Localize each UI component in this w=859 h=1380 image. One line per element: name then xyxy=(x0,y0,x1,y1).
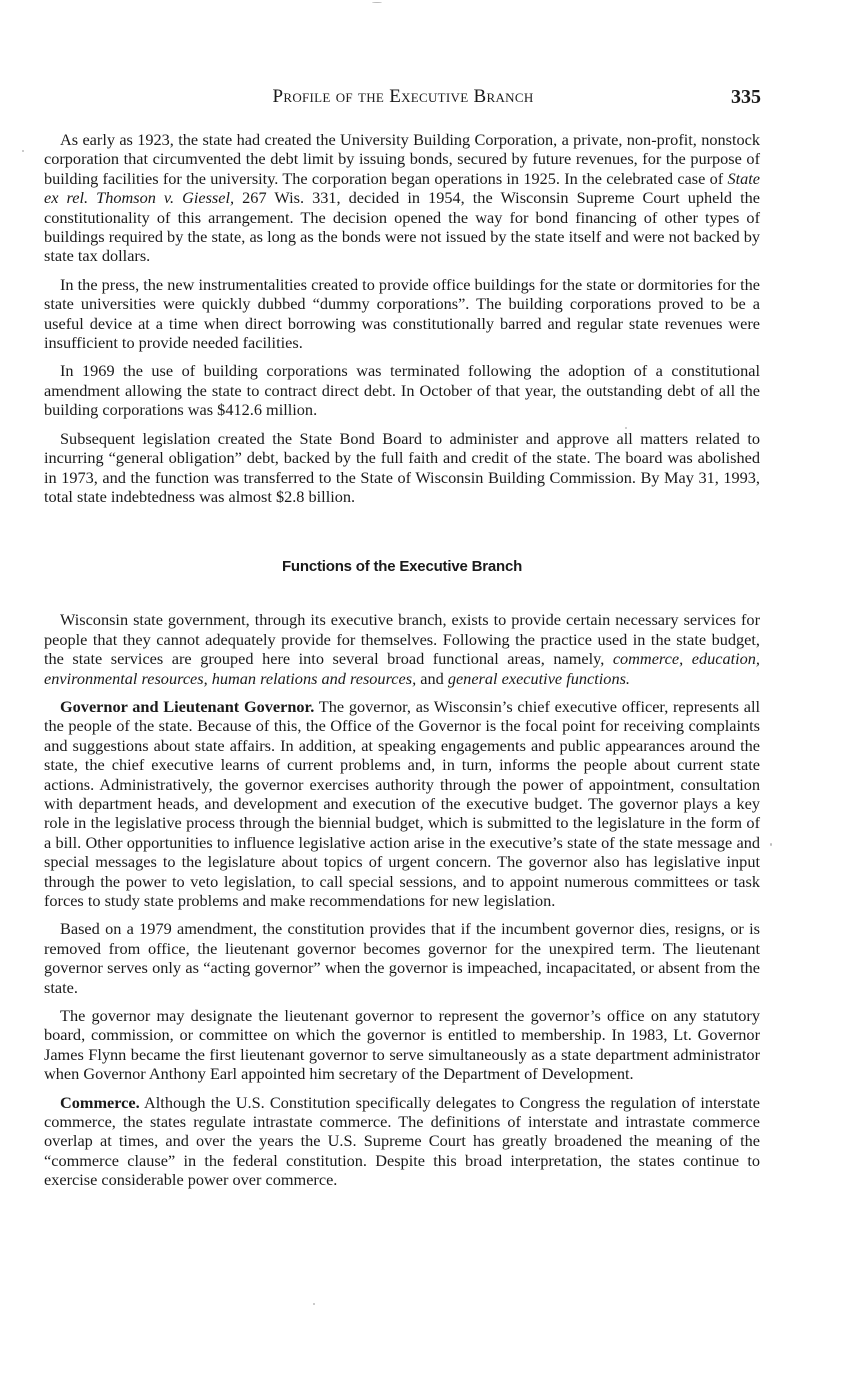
page-header xyxy=(45,86,761,112)
paragraph-1969-amendment: In 1969 the use of building corporations was terminated following the adoption of a constitutional amendment allowing the state to contract direct debt. In October of that year, the outstanding debt of all the building corporations was $412.6 million. xyxy=(44,361,760,420)
scan-speck xyxy=(313,1303,315,1305)
paragraph-text: As early as 1923, the state had created the University Building Corporation, a private, non-profit, nonstock corporation that circumvented the debt limit by issuing bonds, secured by future revenues, for the purpose of building facilities for the university. The corporation began operations in 1925. In the celebrated case of xyxy=(44,130,760,188)
paragraph-text: Wisconsin state government, through its executive branch, exists to provide certain necessary services for people that they cannot adequately provide for themselves. Following the practice used in the state budget, the state services are grouped here into several broad functional areas, namely, xyxy=(44,610,760,669)
paragraph-text: Although the U.S. Constitution specifically delegates to Congress the regulation of interstate commerce, the states regulate intrastate commerce. The definitions of interstate and intrastate commerce overlap at times, and over the years the U.S. Supreme Court has greatly broadened the meaning of the “commerce clause” in the federal constitution. Despite this broad interpretation, the states continue to exercise considerable power over commerce. xyxy=(44,1092,760,1190)
paragraph-text: and xyxy=(416,668,448,688)
case-citation: State ex rel. Thomson v. Giessel, xyxy=(44,168,760,208)
paragraph-lieutenant-governor: The governor may designate the lieutenant governor to represent the governor’s office on any statutory board, commission, or committee on which the governor is entitled to membership. In 1983, Lt. Governor James Flynn became the first lieutenant governor to serve simultaneously as a state department administrator when Governor Anthony Earl appointed him secretary of the Department of Development. xyxy=(44,1006,760,1084)
functional-areas: commerce, education, environmental resources, human relations and resources, xyxy=(44,649,760,688)
paragraph-governor xyxy=(44,697,760,910)
paragraph-functions-intro xyxy=(44,610,760,688)
paragraph-state-bond-board: Subsequent legislation created the State Bond Board to administer and approve all matters related to incurring “general obligation” debt, backed by the full faith and credit of the state. The board was abolished in 1973, and the function was transferred to the State of Wisconsin Building Commission. By May 31, 1993, total state indebtedness was almost $2.8 billion. xyxy=(44,428,760,506)
running-title: Profile of the Executive Branch xyxy=(272,86,534,107)
functional-area-last: general executive functions. xyxy=(447,668,630,688)
scan-speck xyxy=(625,427,627,429)
run-in-heading: Governor and Lieutenant Governor. xyxy=(60,696,315,716)
paragraph-text: The governor, as Wisconsin’s chief executive officer, represents all the people of the state. Because of this, the Office of the Governor is the focal point for receiving complaints and suggestions about state affairs. In addition, at speaking engagements and public appearances around the state, the chief executive learns of current problems and, in turn, informs the people about current state actions. Administratively, the governor exercises authority through the power of appointment, consultation with department heads, and development and execution of the executive budget. The governor plays a key role in the legislative process through the biennial budget, which is submitted to the legislature in the form of a bill. Other opportunities to influence legislative action arise in the executive’s state of the state message and special messages to the legislature about topics of urgent concern. The governor also has legislative input through the power to veto legislation, to call special sessions, and to appoint numerous committees or task forces to study state problems and make recommendations for new legislation. xyxy=(44,696,760,910)
scan-speck xyxy=(770,843,772,846)
page-number: 335 xyxy=(731,86,761,108)
scan-speck xyxy=(372,2,382,3)
run-in-heading: Commerce. xyxy=(60,1092,140,1112)
scan-speck xyxy=(22,150,24,152)
paragraph-university-building-corporation xyxy=(44,130,760,266)
paragraph-succession: Based on a 1979 amendment, the constitution provides that if the incumbent governor dies, resigns, or is removed from office, the lieutenant governor becomes governor for the unexpired term. The lieutenant governor serves only as “acting governor” when the governor is impeached, incapacitated, or absent from the state. xyxy=(44,919,760,997)
section-heading: Functions of the Executive Branch xyxy=(281,558,523,576)
paragraph-dummy-corporations: In the press, the new instrumentalities created to provide office buildings for the state or dormitories for the state universities were quickly dubbed “dummy corporations”. The building corporations proved to be a useful device at a time when direct borrowing was constitutionally barred and regular state revenues were insufficient to provide needed facilities. xyxy=(44,274,760,353)
paragraph-text: 267 Wis. 331, decided in 1954, the Wisconsin Supreme Court upheld the constitutionality of this arrangement. The decision opened the way for bond financing of other types of buildings required by the state, as long as the bonds were not issued by the state itself and were not backed by state tax dollars. xyxy=(44,188,760,266)
paragraph-commerce xyxy=(44,1093,760,1190)
body-text xyxy=(44,130,760,1190)
